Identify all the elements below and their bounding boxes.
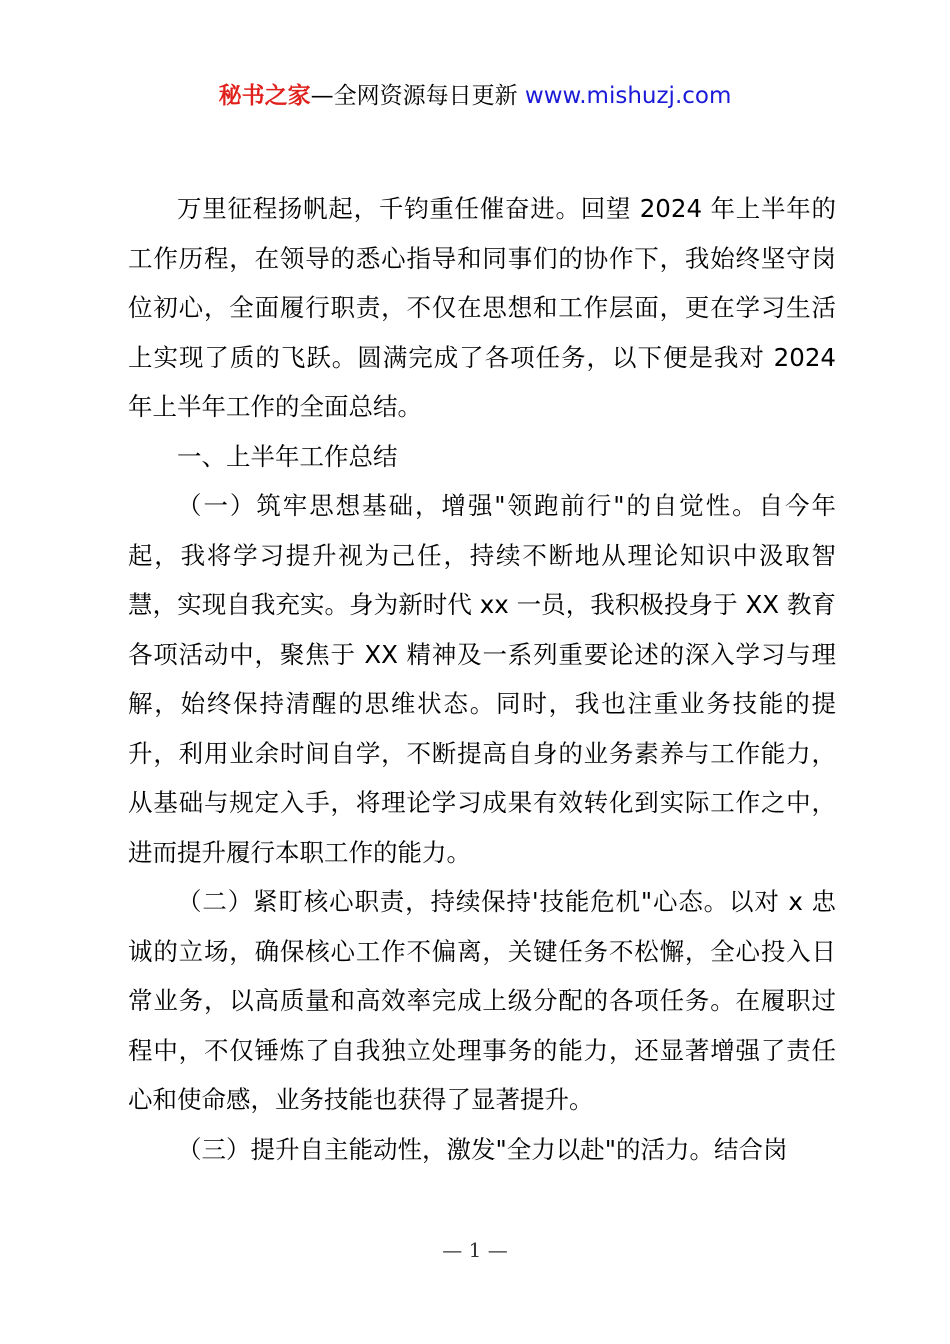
intro-paragraph: 万里征程扬帆起，千钧重任催奋进。回望 2024 年上半年的工作历程，在领导的悉心指导和同事们的协作下，我始终坚守岗位初心，全面履行职责，不仅在思想和工作层面，更在学习生活上实现了质的飞跃。圆满完成了各项任务，以下便是我对 2024 年上半年工作的全面总结。 (128, 194, 836, 421)
paragraph-item-3: （三）提升自主能动性，激发"全力以赴"的活力。结合岗 (177, 1134, 788, 1164)
brand-name: 秘书之家 (218, 83, 311, 109)
paragraph-item-2: （二）紧盯核心职责，持续保持'技能危机"心态。以对 x 忠诚的立场，确保核心工作不偏离，关键任务不松懈，全心投入日常业务，以高质量和高效率完成上级分配的各项任务。在履职过程中，不仅锤炼了自我独立处理事务的能力，还显著增强了责任心和使命感，业务技能也获得了显著提升。 (128, 887, 836, 1114)
site-url-link[interactable]: www.mishuzj.com (524, 83, 732, 109)
page-number: — 1 — (442, 1238, 508, 1262)
banner-tagline: —全网资源每日更新 (310, 83, 525, 109)
site-banner (0, 80, 950, 112)
paragraph-item-1: （一）筑牢思想基础，增强"领跑前行"的自觉性。自今年起，我将学习提升视为己任，持续不断地从理论知识中汲取智慧，实现自我充实。身为新时代 xx 一员，我积极投身于 XX 教育各项活动中，聚焦于 XX 精神及一系列重要论述的深入学习与理解，始终保持清醒的思维状态。同时，我也注重业务技能的提升，利用业余时间自学，不断提高自身的业务素养与工作能力，从基础与规定入手，将理论学习成果有效转化到实际工作之中，进而提升履行本职工作的能力。 (128, 491, 836, 867)
section-heading: 一、上半年工作总结 (177, 441, 398, 471)
document-body (128, 184, 836, 1174)
